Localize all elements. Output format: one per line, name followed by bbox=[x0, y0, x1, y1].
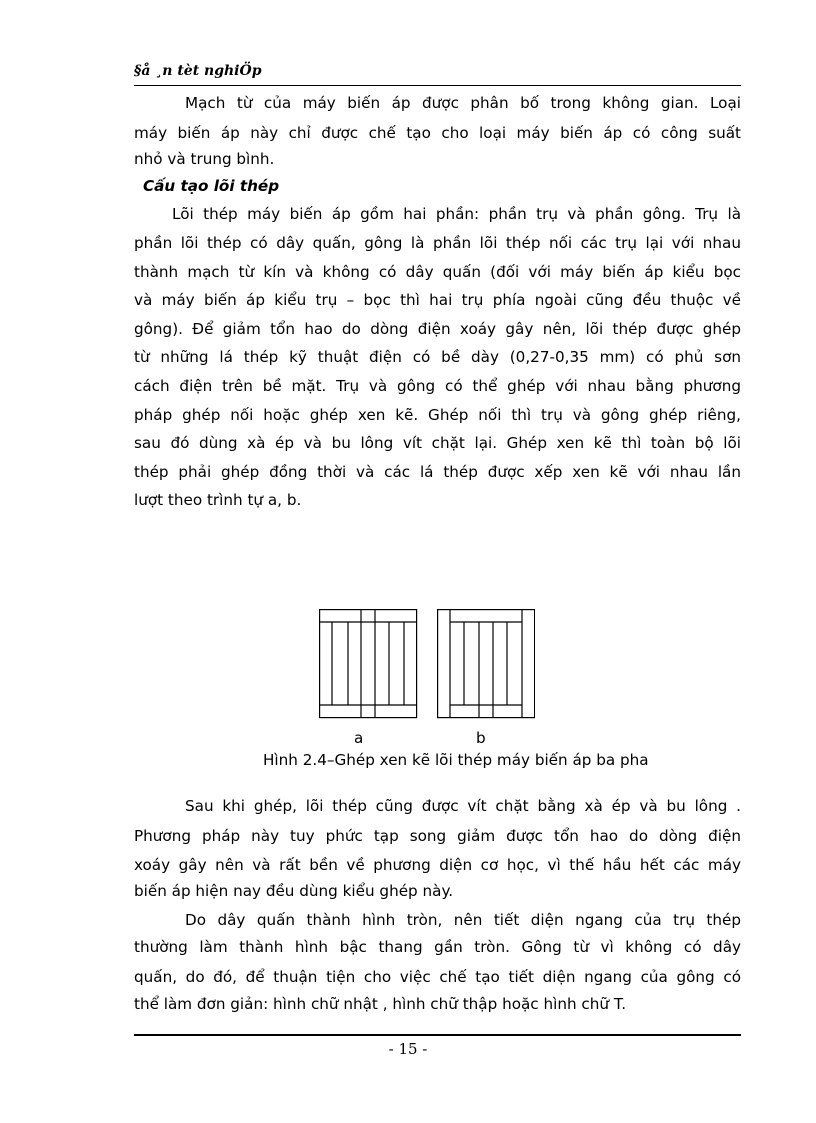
paragraph-4-line-1: Do dây quấn thành hình tròn, nên tiết diện ngang của trụ thép bbox=[185, 911, 741, 929]
figure-caption: Hình 2.4–Ghép xen kẽ lõi thép máy biến áp ba pha bbox=[263, 751, 649, 769]
paragraph-1-line-3: nhỏ và trung bình. bbox=[134, 150, 275, 168]
paragraph-2-line-2: phần lõi thép có dây quấn, gông là phần lõi thép nối các trụ lại với nhau bbox=[134, 234, 741, 252]
paragraph-2-line-3: thành mạch từ kín và không có dây quấn (đối với máy biến áp kiểu bọc bbox=[134, 263, 741, 281]
paragraph-4-line-4: thể làm đơn giản: hình chữ nhật , hình chữ thập hoặc hình chữ T. bbox=[134, 995, 627, 1013]
lamination-arrangement-a bbox=[320, 610, 417, 718]
page-number: - 15 - bbox=[388, 1040, 428, 1058]
paragraph-2-line-11: lượt theo trình tự a, b. bbox=[134, 491, 302, 509]
paragraph-3-line-1: Sau khi ghép, lõi thép cũng được vít chặt bằng xà ép và bu lông . bbox=[185, 797, 741, 815]
paragraph-2-line-9: sau đó dùng xà ép và bu lông vít chặt lại. Ghép xen kẽ thì toàn bộ lõi bbox=[134, 434, 741, 452]
paragraph-1-line-1: Mạch từ của máy biến áp được phân bố trong không gian. Loại bbox=[185, 94, 741, 112]
paragraph-4-line-3: quấn, do đó, để thuận tiện cho việc chế tạo tiết diện ngang của gông có bbox=[134, 968, 741, 986]
figure-label-b: b bbox=[476, 729, 486, 747]
paragraph-2-line-8: pháp ghép nối hoặc ghép xen kẽ. Ghép nối thì trụ và gông ghép riêng, bbox=[134, 406, 741, 424]
paragraph-2-line-7: cách điện trên bề mặt. Trụ và gông có thể ghép với nhau bằng phương bbox=[134, 377, 741, 395]
paragraph-3-line-4: biến áp hiện nay đều dùng kiểu ghép này. bbox=[134, 882, 454, 900]
figure-label-a: a bbox=[354, 729, 364, 747]
lamination-diagram bbox=[319, 609, 535, 721]
paragraph-2-line-1: Lõi thép máy biến áp gồm hai phần: phần trụ và phần gông. Trụ là bbox=[172, 205, 741, 223]
section-subheading: Cấu tạo lõi thép bbox=[143, 177, 280, 195]
paragraph-2-line-10: thép phải ghép đồng thời và các lá thép được xếp xen kẽ với nhau lần bbox=[134, 463, 741, 481]
running-header: §å ¸n tèt nghiÖp bbox=[134, 63, 262, 79]
footer-rule bbox=[134, 1034, 741, 1036]
paragraph-2-line-6: từ những lá thép kỹ thuật điện có bề dày (0,27-0,35 mm) có phủ sơn bbox=[134, 348, 741, 366]
paragraph-3-line-2: Phương pháp này tuy phức tạp song giảm được tổn hao do dòng điện bbox=[134, 827, 741, 845]
paragraph-1-line-2: máy biến áp này chỉ được chế tạo cho loại máy biến áp có công suất bbox=[134, 124, 741, 142]
header-rule bbox=[134, 85, 741, 86]
lamination-arrangement-b bbox=[438, 610, 535, 718]
paragraph-2-line-5: gông). Để giảm tổn hao do dòng điện xoáy gây nên, lõi thép được ghép bbox=[134, 320, 741, 338]
paragraph-2-line-4: và máy biến áp kiểu trụ – bọc thì hai trụ phía ngoài cũng đều thuộc về bbox=[134, 291, 741, 309]
paragraph-4-line-2: thường làm thành hình bậc thang gần tròn. Gông từ vì không có dây bbox=[134, 938, 741, 956]
paragraph-3-line-3: xoáy gây nên và rất bền về phương diện cơ học, vì thế hầu hết các máy bbox=[134, 856, 741, 874]
